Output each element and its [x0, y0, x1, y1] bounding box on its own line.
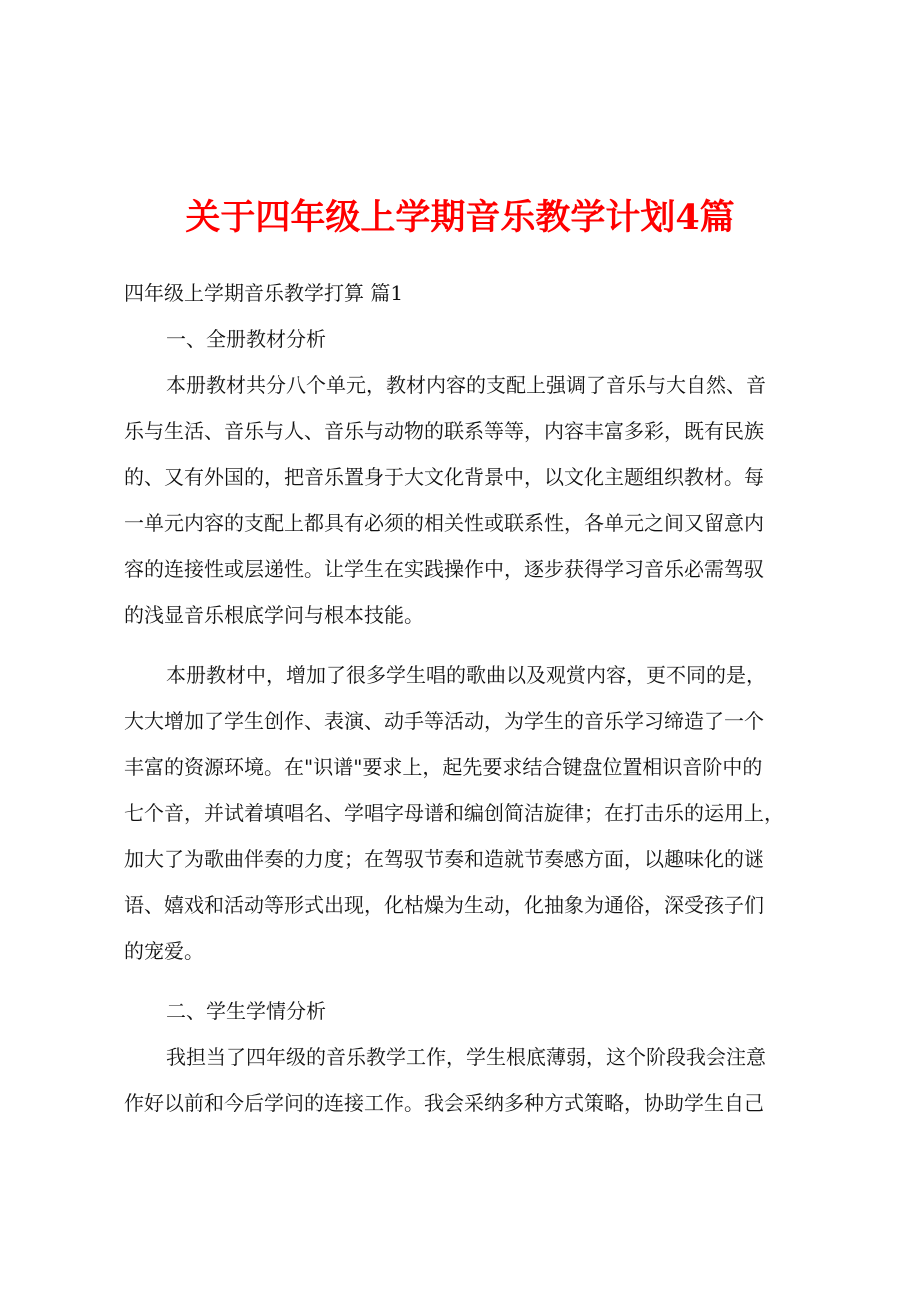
paragraph-2 — [124, 652, 804, 974]
section-heading-2: 二、学生学情分析 — [166, 999, 326, 1023]
spacer — [124, 974, 804, 988]
paragraph-line: 的、又有外国的，把音乐置身于大文化背景中，以文化主题组织教材。每 — [124, 465, 764, 489]
paragraph-line: 的宠爱。 — [124, 939, 204, 963]
paragraph-line: 本册教材中，增加了很多学生唱的歌曲以及观赏内容，更不同的是， — [166, 663, 766, 687]
paragraph-line: 一单元内容的支配上都具有必须的相关性或联系性，各单元之间又留意内 — [124, 511, 764, 535]
document-title: 关于四年级上学期音乐教学计划4篇 — [185, 197, 735, 238]
article-heading: 四年级上学期音乐教学打算 篇1 — [124, 281, 404, 305]
paragraph-line: 大大增加了学生创作、表演、动手等活动，为学生的音乐学习缔造了一个 — [124, 709, 764, 733]
paragraph-line: 七个音，并试着填唱名、学唱字母谱和编创简洁旋律；在打击乐的运用上， — [124, 801, 784, 825]
spacer — [124, 638, 804, 652]
paragraph-line: 作好以前和今后学问的连接工作。我会采纳多种方式策略，协助学生自己 — [124, 1091, 764, 1115]
paragraph-1 — [124, 362, 804, 638]
paragraph-line: 的浅显音乐根底学问与根本技能。 — [124, 603, 424, 627]
paragraph-line: 本册教材共分八个单元，教材内容的支配上强调了音乐与大自然、音 — [166, 373, 766, 397]
paragraph-3 — [124, 1034, 804, 1126]
paragraph-line: 乐与生活、音乐与人、音乐与动物的联系等等，内容丰富多彩，既有民族 — [124, 419, 764, 443]
section-heading-1: 一、全册教材分析 — [166, 327, 326, 351]
paragraph-line: 丰富的资源环境。在"识谱"要求上，起先要求结合键盘位置相识音阶中的 — [124, 755, 763, 779]
paragraph-line: 容的连接性或层递性。让学生在实践操作中，逐步获得学习音乐必需驾驭 — [124, 557, 764, 581]
document-body — [124, 270, 804, 1126]
paragraph-line: 加大了为歌曲伴奏的力度；在驾驭节奏和造就节奏感方面，以趣味化的谜 — [124, 847, 764, 871]
paragraph-line: 我担当了四年级的音乐教学工作，学生根底薄弱，这个阶段我会注意 — [166, 1045, 766, 1069]
paragraph-line: 语、嬉戏和活动等形式出现，化枯燥为生动，化抽象为通俗，深受孩子们 — [124, 893, 764, 917]
